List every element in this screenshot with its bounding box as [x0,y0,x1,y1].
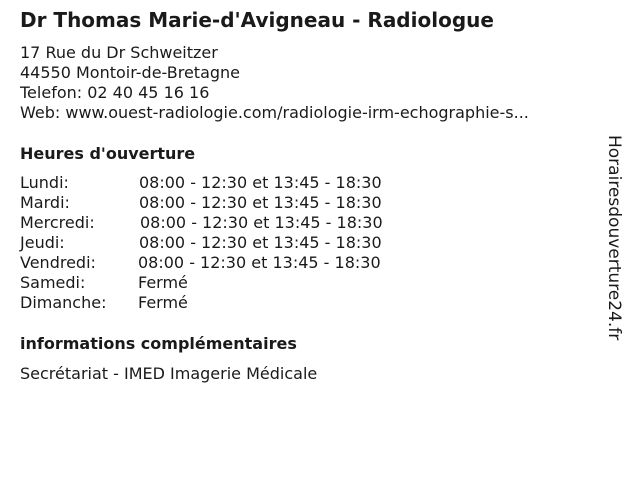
hours-value: 08:00 - 12:30 et 13:45 - 18:30 [139,233,382,252]
site-watermark: Horairesdouverture24.fr [604,135,624,341]
street-address: 17 Rue du Dr Schweitzer [20,43,218,62]
page-title: Dr Thomas Marie-d'Avigneau - Radiologue [20,8,494,32]
hours-value: Fermé [138,293,188,312]
hours-value: 08:00 - 12:30 et 13:45 - 18:30 [140,213,383,232]
hours-value: 08:00 - 12:30 et 13:45 - 18:30 [139,173,382,192]
hours-value: 08:00 - 12:30 et 13:45 - 18:30 [139,193,382,212]
day-label: Jeudi: [20,233,65,252]
day-label: Vendredi: [20,253,96,272]
phone-number: Telefon: 02 40 45 16 16 [20,83,210,102]
website-link[interactable]: Web: www.ouest-radiologie.com/radiologie-irm-echographie-s... [20,103,529,122]
day-label: Samedi: [20,273,86,292]
city-address: 44550 Montoir-de-Bretagne [20,63,241,82]
day-label: Mardi: [20,193,70,212]
day-label: Lundi: [20,173,69,192]
day-label: Dimanche: [20,293,107,312]
info-text: Secrétariat - IMED Imagerie Médicale [20,364,318,383]
day-label: Mercredi: [20,213,95,232]
info-heading: informations complémentaires [20,334,297,353]
hours-value: Fermé [138,273,188,292]
hours-value: 08:00 - 12:30 et 13:45 - 18:30 [138,253,381,272]
hours-heading: Heures d'ouverture [20,144,196,163]
address-block [20,43,529,123]
